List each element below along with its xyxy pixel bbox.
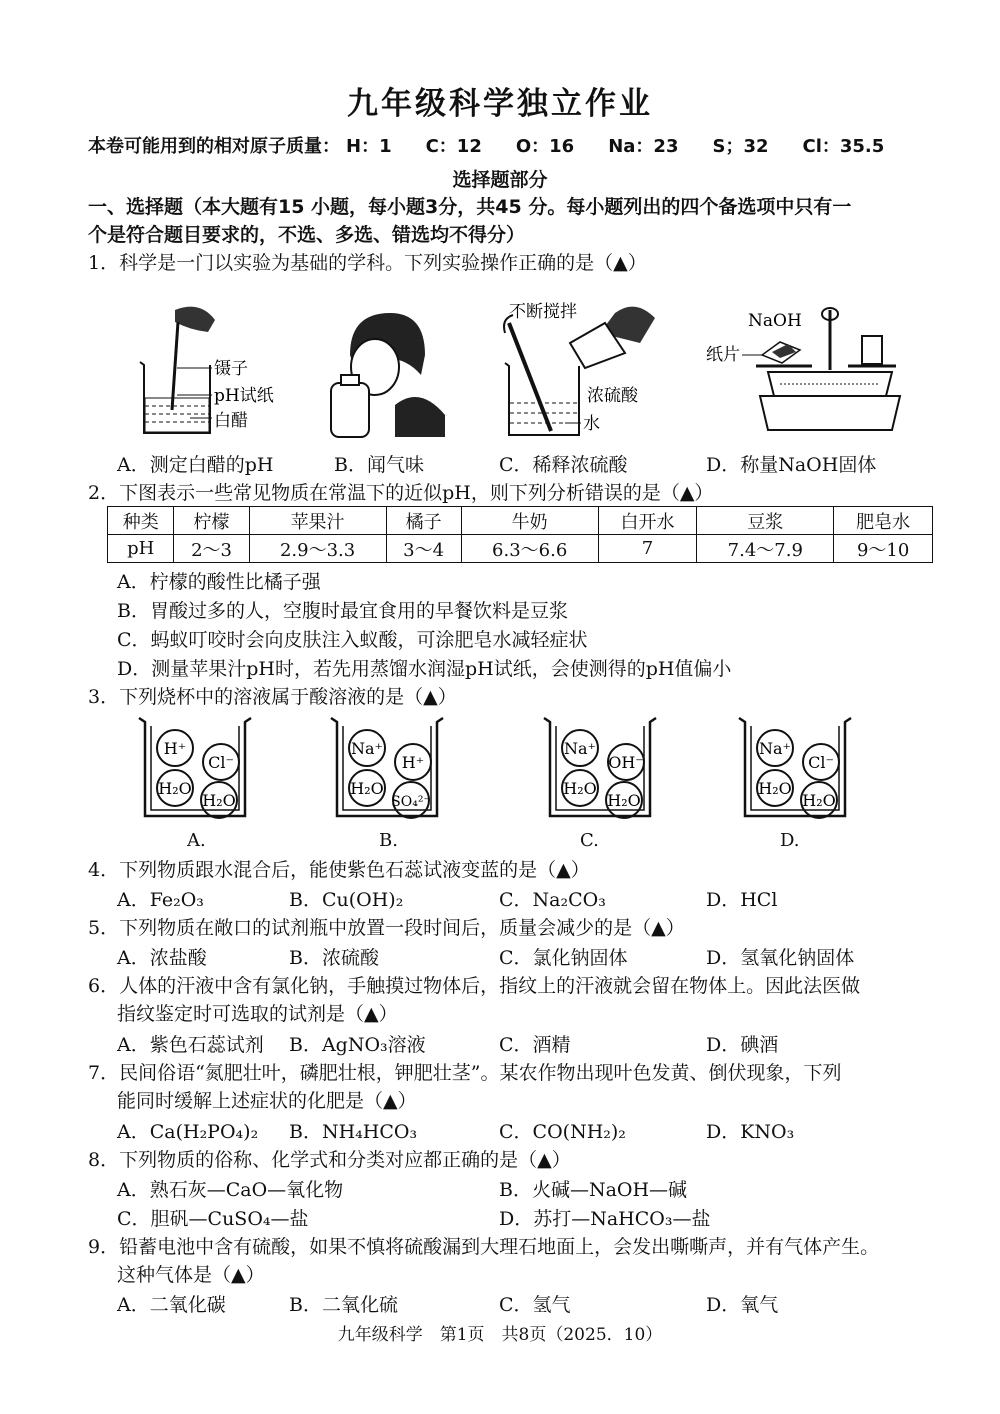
- q9-stem-line-1: 9．铅蓄电池中含有硫酸，如果不慎将硫酸漏到大理石地面上，会发出嘶嘶声，并有气体产生。: [88, 1236, 880, 1258]
- q1-figure-a: [130, 300, 300, 445]
- table-cell: 7.4～7.9: [697, 535, 834, 563]
- ph-table-value-row: [108, 535, 933, 563]
- section-heading: [88, 193, 928, 249]
- label-vinegar: 白醋: [214, 411, 248, 431]
- q9-stem: [88, 1233, 938, 1289]
- q4-options: [117, 885, 917, 913]
- atomic-masses: [88, 132, 884, 158]
- balance-base-icon: [760, 396, 900, 430]
- q5-stem: 5．下列物质在敞口的试剂瓶中放置一段时间后，质量会减少的是（▲）: [88, 917, 685, 939]
- beaker-d: [735, 712, 855, 822]
- hand-icon: [175, 307, 215, 332]
- ion-label: H₂O: [350, 779, 384, 798]
- mass-na: Na：23: [608, 136, 679, 157]
- glass-rod-icon: [509, 323, 551, 431]
- table-cell: 6.3～6.6: [461, 535, 598, 563]
- q1-option-b[interactable]: B．闻气味: [334, 454, 424, 476]
- table-cell: 柠檬: [174, 507, 249, 535]
- mass-o: O：16: [515, 136, 575, 157]
- q4-option-c[interactable]: C．Na₂CO₃: [499, 889, 606, 911]
- table-cell: 7: [598, 535, 697, 563]
- ph-table-header-row: [108, 507, 933, 535]
- q8-option-c[interactable]: C．胆矾—CuSO₄—盐: [117, 1208, 309, 1230]
- q5-option-c[interactable]: C．氯化钠固体: [499, 947, 628, 969]
- q7-option-d[interactable]: D．KNO₃: [706, 1121, 795, 1143]
- ion-label: H₂O: [607, 791, 641, 810]
- q6-stem-line-2: 指纹鉴定时可选取的试剂是（▲）: [117, 1003, 398, 1025]
- label-ph-paper: pH试纸: [214, 386, 274, 406]
- q2-option-b[interactable]: B．胃酸过多的人，空腹时最宜食用的早餐饮料是豆浆: [117, 600, 568, 622]
- q1-figure-b: [325, 305, 450, 440]
- label-conc-acid: 浓硫酸: [587, 386, 638, 406]
- q8-option-a[interactable]: A．熟石灰—CaO—氧化物: [117, 1179, 344, 1201]
- q1-stem: 1．科学是一门以实验为基础的学科。下列实验操作正确的是（▲）: [88, 252, 647, 274]
- tweezers-icon: [172, 322, 178, 410]
- table-cell: 2～3: [174, 535, 249, 563]
- table-cell: pH: [108, 535, 174, 563]
- q7-option-a[interactable]: A．Ca(H₂PO₄)₂: [117, 1121, 259, 1143]
- beaker-c: [540, 712, 660, 822]
- table-cell: 苹果汁: [249, 507, 386, 535]
- atomic-masses-prefix: 本卷可能用到的相对原子质量：: [88, 136, 340, 157]
- table-cell: 3～4: [386, 535, 461, 563]
- q9-option-c[interactable]: C．氢气: [499, 1294, 571, 1316]
- table-cell: 种类: [108, 507, 174, 535]
- q8-stem: 8．下列物质的俗称、化学式和分类对应都正确的是（▲）: [88, 1149, 571, 1171]
- beaker-c-icon: [505, 363, 579, 435]
- section-heading-line-2: 个是符合题目要求的，不选、多选、错选均不得分）: [88, 224, 526, 246]
- q3-beakers: [135, 712, 935, 862]
- beaker-a: [135, 712, 255, 822]
- q6-stem-line-1: 6．人体的汗液中含有氯化钠，手触摸过物体后，指纹上的汗液就会留在物体上。因此法医做: [88, 975, 861, 997]
- label-stir: 不断搅拌: [509, 302, 577, 322]
- q5-options: [117, 943, 917, 971]
- label-water: 水: [583, 414, 600, 434]
- q1-option-a[interactable]: A．测定白醋的pH: [117, 454, 274, 476]
- ion-label: OH⁻: [608, 753, 644, 772]
- ion-label: Na⁺: [351, 739, 383, 758]
- ion-label: Cl⁻: [208, 753, 234, 772]
- table-cell: 白开水: [598, 507, 697, 535]
- q3-stem: 3．下列烧杯中的溶液属于酸溶液的是（▲）: [88, 686, 457, 708]
- mass-s: S；32: [712, 136, 769, 157]
- weight-icon: [862, 336, 882, 364]
- q4-stem: 4．下列物质跟水混合后，能使紫色石蕊试液变蓝的是（▲）: [88, 859, 590, 881]
- q1-option-d[interactable]: D．称量NaOH固体: [706, 454, 877, 476]
- ion-label: H₂O: [158, 779, 192, 798]
- q7-stem: [88, 1059, 928, 1115]
- ion-label: H₂O: [758, 779, 792, 798]
- q7-option-b[interactable]: B．NH₄HCO₃: [289, 1121, 418, 1143]
- ph-table: [107, 506, 933, 563]
- page-title: 九年级科学独立作业: [347, 86, 653, 122]
- beaker-c-label[interactable]: C.: [580, 830, 599, 851]
- beaker-b-label[interactable]: B.: [379, 830, 398, 851]
- q6-option-b[interactable]: B．AgNO₃溶液: [289, 1034, 426, 1056]
- q4-option-a[interactable]: A．Fe₂O₃: [117, 889, 204, 911]
- ion-label: SO₄²⁻: [391, 794, 431, 810]
- q1-figure-c: [495, 293, 675, 443]
- ion-label: H⁺: [163, 739, 187, 758]
- q9-stem-line-2: 这种气体是（▲）: [117, 1264, 265, 1286]
- q6-options: [117, 1030, 917, 1058]
- q4-option-d[interactable]: D．HCl: [706, 889, 778, 911]
- q9-options: [117, 1290, 917, 1318]
- q2-option-c[interactable]: C．蚂蚁叮咬时会向皮肤注入蚁酸，可涂肥皂水减轻症状: [117, 629, 588, 651]
- q2-option-a[interactable]: A．柠檬的酸性比橘子强: [117, 571, 321, 593]
- q6-stem: [88, 972, 928, 1028]
- beaker-b: [327, 712, 447, 822]
- ion-label: Na⁺: [564, 739, 596, 758]
- q1-figure-d: [700, 300, 910, 440]
- q6-option-c[interactable]: C．酒精: [499, 1034, 571, 1056]
- beaker-d-label[interactable]: D.: [780, 830, 800, 851]
- section-heading-line-1: 一、选择题（本大题有15 小题，每小题3分，共45 分。每小题列出的四个备选项中只有一: [88, 196, 852, 218]
- mass-h: H：1: [346, 136, 392, 157]
- mass-cl: Cl：35.5: [802, 136, 885, 157]
- q9-option-b[interactable]: B．二氧化硫: [289, 1294, 398, 1316]
- q8-option-d[interactable]: D．苏打—NaHCO₃—盐: [499, 1208, 711, 1230]
- q7-option-c[interactable]: C．CO(NH₂)₂: [499, 1121, 626, 1143]
- q7-options: [117, 1117, 917, 1145]
- shoulder-icon: [395, 397, 445, 437]
- q5-option-a[interactable]: A．浓盐酸: [117, 947, 207, 969]
- q7-stem-line-2: 能同时缓解上述症状的化肥是（▲）: [117, 1090, 417, 1112]
- q2-stem: 2．下图表示一些常见物质在常温下的近似pH，则下列分析错误的是（▲）: [88, 482, 714, 504]
- q5-option-b[interactable]: B．浓硫酸: [289, 947, 379, 969]
- ion-label: H₂O: [563, 779, 597, 798]
- q6-option-a[interactable]: A．紫色石蕊试剂: [117, 1034, 264, 1056]
- q1-option-c[interactable]: C．稀释浓硫酸: [499, 454, 628, 476]
- label-paper: 纸片: [706, 345, 740, 365]
- table-cell: 2.9～3.3: [249, 535, 386, 563]
- q8-option-b[interactable]: B．火碱—NaOH—碱: [499, 1179, 688, 1201]
- q9-option-a[interactable]: A．二氧化碳: [117, 1294, 226, 1316]
- table-cell: 牛奶: [461, 507, 598, 535]
- ion-label: Na⁺: [759, 739, 791, 758]
- table-cell: 豆浆: [697, 507, 834, 535]
- q2-option-d[interactable]: D．测量苹果汁pH时，若先用蒸馏水润湿pH试纸，会使测得的pH值偏小: [117, 658, 732, 680]
- q9-option-d[interactable]: D．氧气: [706, 1294, 779, 1316]
- beaker-a-label[interactable]: A.: [187, 830, 206, 851]
- q7-stem-line-1: 7．民间俗语“氮肥壮叶，磷肥壮根，钾肥壮茎”。某农作物出现叶色发黄、倒伏现象，下列: [88, 1062, 842, 1084]
- bottle-icon: [331, 383, 369, 437]
- part-title: 选择题部分: [452, 169, 548, 191]
- q5-option-d[interactable]: D．氢氧化钠固体: [706, 947, 855, 969]
- q4-option-b[interactable]: B．Cu(OH)₂: [289, 889, 404, 911]
- ion-label: H⁺: [401, 753, 425, 772]
- page-footer: 九年级科学 第1页 共8页（2025．10）: [337, 1325, 663, 1345]
- table-cell: 肥皂水: [834, 507, 933, 535]
- ion-label: H₂O: [802, 791, 836, 810]
- q1-options: [117, 450, 917, 478]
- q6-option-d[interactable]: D．碘酒: [706, 1034, 779, 1056]
- label-tweezers: 镊子: [214, 359, 248, 379]
- ion-label: H₂O: [202, 791, 236, 810]
- mass-c: C：12: [425, 136, 482, 157]
- ion-label: Cl⁻: [808, 753, 834, 772]
- table-cell: 9～10: [834, 535, 933, 563]
- table-cell: 橘子: [386, 507, 461, 535]
- label-naoh: NaOH: [748, 311, 802, 331]
